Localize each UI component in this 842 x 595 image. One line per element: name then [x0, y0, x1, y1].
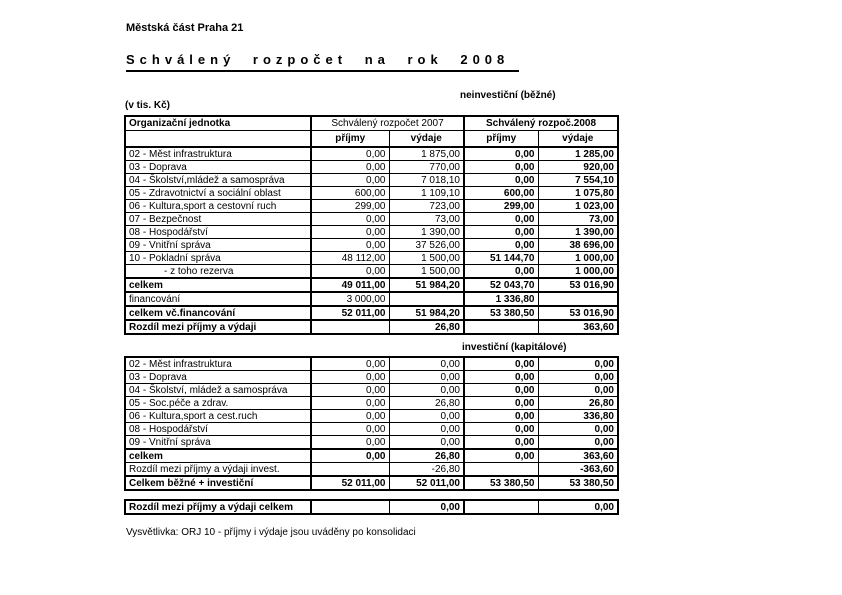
value-cell: 0,00 — [389, 371, 464, 384]
value-cell: 723,00 — [389, 200, 464, 213]
table-row — [125, 423, 618, 436]
value-cell: 0,00 — [464, 147, 538, 161]
table-row — [125, 174, 618, 187]
col-header-vydaje-2007: výdaje — [389, 131, 464, 148]
budget-2007-header: Schválený rozpočet 2007 — [311, 116, 464, 131]
value-cell: 0,00 — [311, 410, 389, 423]
value-cell: 363,60 — [538, 449, 618, 463]
row-label: 07 - Bezpečnost — [125, 213, 311, 226]
row-label: Rozdíl mezi příjmy a výdaji celkem — [125, 500, 311, 514]
value-cell — [389, 292, 464, 306]
value-cell: 1 500,00 — [389, 252, 464, 265]
value-cell — [538, 292, 618, 306]
table-header-row — [125, 116, 618, 131]
value-cell: 48 112,00 — [311, 252, 389, 265]
value-cell: 26,80 — [389, 397, 464, 410]
value-cell: 0,00 — [311, 371, 389, 384]
row-label: 06 - Kultura,sport a cest.ruch — [125, 410, 311, 423]
value-cell: 0,00 — [464, 423, 538, 436]
value-cell: 1 285,00 — [538, 147, 618, 161]
value-cell: 1 336,80 — [464, 292, 538, 306]
table-row — [125, 147, 618, 161]
col-header-prijmy-2007: příjmy — [311, 131, 389, 148]
table-row — [125, 436, 618, 450]
table-subheader-row — [125, 131, 618, 148]
value-cell: 336,80 — [538, 410, 618, 423]
table-row — [125, 187, 618, 200]
value-cell — [311, 500, 389, 514]
document-title: Schválený rozpočet na rok 2008 — [126, 52, 519, 72]
row-label: 02 - Měst infrastruktura — [125, 357, 311, 371]
table-row — [125, 371, 618, 384]
value-cell: 51 984,20 — [389, 306, 464, 320]
currency-unit-note: (v tis. Kč) — [125, 100, 171, 111]
value-cell: 0,00 — [311, 226, 389, 239]
table-row — [125, 226, 618, 239]
value-cell: 0,00 — [311, 357, 389, 371]
value-cell: 0,00 — [311, 449, 389, 463]
value-cell: 73,00 — [389, 213, 464, 226]
row-label: 03 - Doprava — [125, 161, 311, 174]
value-cell: 0,00 — [464, 213, 538, 226]
value-cell: 0,00 — [464, 265, 538, 279]
value-cell: 0,00 — [389, 423, 464, 436]
value-cell: -26,80 — [389, 463, 464, 477]
table-row — [125, 357, 618, 371]
table-row — [125, 213, 618, 226]
col-header-vydaje-2008: výdaje — [538, 131, 618, 148]
value-cell — [464, 500, 538, 514]
value-cell: 920,00 — [538, 161, 618, 174]
value-cell: 0,00 — [538, 371, 618, 384]
value-cell: 37 526,00 — [389, 239, 464, 252]
value-cell: 600,00 — [464, 187, 538, 200]
value-cell: 1 390,00 — [538, 226, 618, 239]
value-cell: 0,00 — [311, 161, 389, 174]
row-label: 06 - Kultura,sport a cestovní ruch — [125, 200, 311, 213]
value-cell: 600,00 — [311, 187, 389, 200]
col-header-prijmy-2008: příjmy — [464, 131, 538, 148]
value-cell: 52 043,70 — [464, 278, 538, 292]
invest-budget-table — [124, 356, 619, 491]
empty-header-cell — [125, 131, 311, 148]
total-difference-table — [124, 499, 619, 515]
value-cell: 1 000,00 — [538, 252, 618, 265]
value-cell: 1 109,10 — [389, 187, 464, 200]
value-cell: 26,80 — [538, 397, 618, 410]
value-cell: 0,00 — [538, 436, 618, 450]
value-cell: 53 380,50 — [464, 476, 538, 490]
value-cell: 26,80 — [389, 449, 464, 463]
value-cell: 0,00 — [464, 226, 538, 239]
value-cell: 3 000,00 — [311, 292, 389, 306]
value-cell: 0,00 — [389, 410, 464, 423]
footnote: Vysvětlivka: ORJ 10 - příjmy i výdaje jsou uváděny po konsolidaci — [126, 527, 416, 538]
value-cell: 0,00 — [464, 410, 538, 423]
value-cell: 0,00 — [464, 161, 538, 174]
value-cell — [464, 320, 538, 334]
value-cell: 0,00 — [311, 265, 389, 279]
org-unit-header: Organizační jednotka — [125, 116, 311, 131]
value-cell: 0,00 — [538, 500, 618, 514]
table-row — [125, 410, 618, 423]
value-cell: -363,60 — [538, 463, 618, 477]
table-row — [125, 463, 618, 477]
value-cell — [311, 463, 389, 477]
invest-section-label: investiční (kapitálové) — [462, 342, 567, 353]
value-cell: 0,00 — [464, 436, 538, 450]
value-cell: 1 000,00 — [538, 265, 618, 279]
value-cell: 0,00 — [389, 436, 464, 450]
value-cell: 0,00 — [464, 384, 538, 397]
value-cell: 53 380,50 — [464, 306, 538, 320]
row-label: financování — [125, 292, 311, 306]
value-cell: 52 011,00 — [311, 306, 389, 320]
value-cell: 0,00 — [464, 449, 538, 463]
row-label: - z toho rezerva — [125, 265, 311, 279]
value-cell: 0,00 — [464, 357, 538, 371]
value-cell: 363,60 — [538, 320, 618, 334]
value-cell — [464, 463, 538, 477]
value-cell: 73,00 — [538, 213, 618, 226]
row-label: 08 - Hospodářství — [125, 423, 311, 436]
table-row — [125, 384, 618, 397]
value-cell: 0,00 — [464, 397, 538, 410]
value-cell: 0,00 — [389, 384, 464, 397]
value-cell: 51 144,70 — [464, 252, 538, 265]
value-cell: 0,00 — [389, 500, 464, 514]
noninvest-section-label: neinvestiční (běžné) — [460, 90, 556, 101]
table-row — [125, 320, 618, 334]
value-cell: 0,00 — [464, 371, 538, 384]
row-label: Rozdíl mezi příjmy a výdaji — [125, 320, 311, 334]
row-label: 08 - Hospodářství — [125, 226, 311, 239]
value-cell: 0,00 — [538, 357, 618, 371]
table-row — [125, 200, 618, 213]
value-cell: 1 023,00 — [538, 200, 618, 213]
value-cell: 1 075,80 — [538, 187, 618, 200]
value-cell: 299,00 — [311, 200, 389, 213]
value-cell: 0,00 — [311, 423, 389, 436]
table-row — [125, 252, 618, 265]
value-cell: 0,00 — [538, 423, 618, 436]
row-label: 09 - Vnitřní správa — [125, 239, 311, 252]
value-cell: 0,00 — [311, 397, 389, 410]
value-cell: 0,00 — [311, 239, 389, 252]
value-cell: 53 380,50 — [538, 476, 618, 490]
value-cell: 51 984,20 — [389, 278, 464, 292]
value-cell: 1 390,00 — [389, 226, 464, 239]
row-label: 03 - Doprava — [125, 371, 311, 384]
value-cell: 0,00 — [311, 174, 389, 187]
value-cell: 299,00 — [464, 200, 538, 213]
row-label: celkem vč.financování — [125, 306, 311, 320]
value-cell: 0,00 — [464, 239, 538, 252]
value-cell: 38 696,00 — [538, 239, 618, 252]
table-row — [125, 476, 618, 490]
row-label: 05 - Soc.péče a zdrav. — [125, 397, 311, 410]
table-row — [125, 239, 618, 252]
organization-name: Městská část Praha 21 — [126, 22, 244, 34]
value-cell — [311, 320, 389, 334]
value-cell: 0,00 — [464, 174, 538, 187]
row-label: 02 - Měst infrastruktura — [125, 147, 311, 161]
value-cell: 52 011,00 — [389, 476, 464, 490]
table-row — [125, 161, 618, 174]
row-label: Celkem běžné + investiční — [125, 476, 311, 490]
table-row — [125, 265, 618, 279]
row-label: celkem — [125, 278, 311, 292]
table-row — [125, 449, 618, 463]
value-cell: 53 016,90 — [538, 306, 618, 320]
value-cell: 0,00 — [311, 436, 389, 450]
value-cell: 52 011,00 — [311, 476, 389, 490]
value-cell: 0,00 — [311, 384, 389, 397]
table-row — [125, 306, 618, 320]
row-label: Rozdíl mezi příjmy a výdaji invest. — [125, 463, 311, 477]
value-cell: 0,00 — [389, 357, 464, 371]
row-label: 10 - Pokladní správa — [125, 252, 311, 265]
row-label: 09 - Vnitřní správa — [125, 436, 311, 450]
row-label: 04 - Školství,mládež a samospráva — [125, 174, 311, 187]
value-cell: 26,80 — [389, 320, 464, 334]
value-cell: 7 554,10 — [538, 174, 618, 187]
row-label: 04 - Školství, mládež a samospráva — [125, 384, 311, 397]
value-cell: 1 500,00 — [389, 265, 464, 279]
table-row — [125, 292, 618, 306]
table-row — [125, 278, 618, 292]
value-cell: 0,00 — [538, 384, 618, 397]
value-cell: 770,00 — [389, 161, 464, 174]
value-cell: 53 016,90 — [538, 278, 618, 292]
budget-2008-header: Schválený rozpoč.2008 — [464, 116, 618, 131]
value-cell: 7 018,10 — [389, 174, 464, 187]
row-label: 05 - Zdravotnictví a sociální oblast — [125, 187, 311, 200]
value-cell: 49 011,00 — [311, 278, 389, 292]
table-row — [125, 397, 618, 410]
value-cell: 0,00 — [311, 147, 389, 161]
value-cell: 0,00 — [311, 213, 389, 226]
row-label: celkem — [125, 449, 311, 463]
value-cell: 1 875,00 — [389, 147, 464, 161]
table-row — [125, 500, 618, 514]
noninvest-budget-table — [124, 115, 619, 335]
